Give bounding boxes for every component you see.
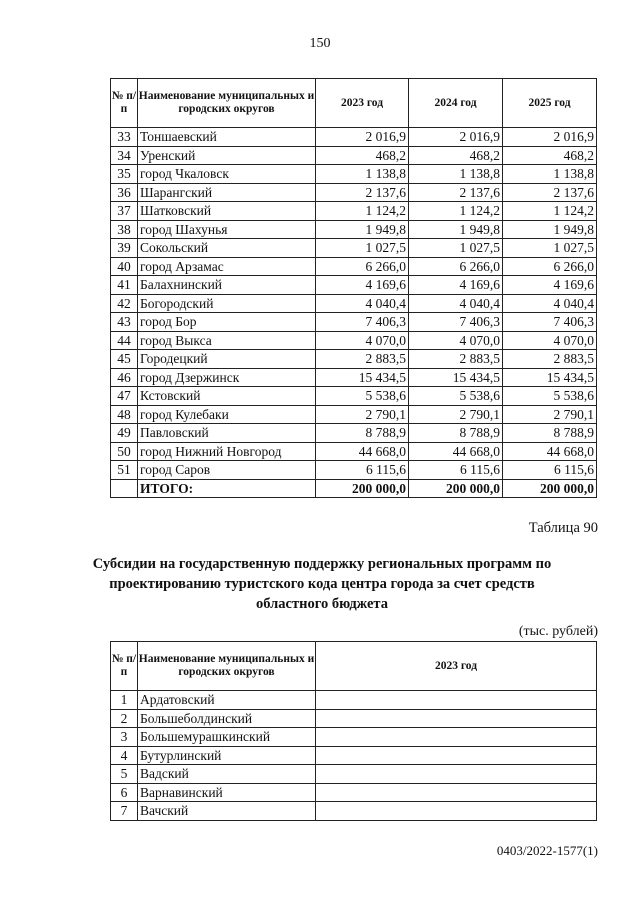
value-2024: 468,2 bbox=[409, 146, 503, 165]
value-2023: 2 016,9 bbox=[316, 128, 409, 147]
row-number: 48 bbox=[111, 405, 138, 424]
value-2024: 2 016,9 bbox=[409, 128, 503, 147]
value-2023: 1 124,2 bbox=[316, 202, 409, 221]
value-2024: 44 668,0 bbox=[409, 442, 503, 461]
row-number: 42 bbox=[111, 294, 138, 313]
value-2024: 1 027,5 bbox=[409, 239, 503, 258]
table-row bbox=[111, 405, 597, 424]
row-number: 6 bbox=[111, 783, 138, 802]
municipality-name: Богородский bbox=[138, 294, 316, 313]
value-2023 bbox=[316, 746, 597, 765]
header-2023: 2023 год bbox=[316, 79, 409, 128]
table-label: Таблица 90 bbox=[528, 520, 598, 536]
table-row bbox=[111, 294, 597, 313]
municipality-name: город Нижний Новгород bbox=[138, 442, 316, 461]
row-number: 3 bbox=[111, 728, 138, 747]
table-row bbox=[111, 220, 597, 239]
value-2025: 2 883,5 bbox=[503, 350, 597, 369]
municipality-name: город Бор bbox=[138, 313, 316, 332]
value-2025: 4 169,6 bbox=[503, 276, 597, 295]
row-number: 35 bbox=[111, 165, 138, 184]
document-code: 0403/2022-1577(1) bbox=[496, 843, 598, 858]
row-number: 39 bbox=[111, 239, 138, 258]
municipality-name: город Шахунья bbox=[138, 220, 316, 239]
value-2023 bbox=[316, 802, 597, 821]
table-row bbox=[111, 442, 597, 461]
value-2023: 1 949,8 bbox=[316, 220, 409, 239]
value-2023 bbox=[316, 765, 597, 784]
municipality-name: Сокольский bbox=[138, 239, 316, 258]
row-number: 37 bbox=[111, 202, 138, 221]
value-2025: 7 406,3 bbox=[503, 313, 597, 332]
total-2023: 200 000,0 bbox=[316, 479, 409, 498]
value-2024: 8 788,9 bbox=[409, 424, 503, 443]
page-number: 150 bbox=[309, 36, 331, 51]
table-row bbox=[111, 239, 597, 258]
table-row bbox=[111, 165, 597, 184]
table-row bbox=[111, 746, 597, 765]
value-2025: 8 788,9 bbox=[503, 424, 597, 443]
value-2023: 6 266,0 bbox=[316, 257, 409, 276]
value-2024: 1 138,8 bbox=[409, 165, 503, 184]
value-2024: 1 949,8 bbox=[409, 220, 503, 239]
row-number: 40 bbox=[111, 257, 138, 276]
value-2024: 4 040,4 bbox=[409, 294, 503, 313]
value-2025: 2 790,1 bbox=[503, 405, 597, 424]
value-2024: 7 406,3 bbox=[409, 313, 503, 332]
row-number: 46 bbox=[111, 368, 138, 387]
value-2025: 468,2 bbox=[503, 146, 597, 165]
value-2025: 2 016,9 bbox=[503, 128, 597, 147]
value-2025: 15 434,5 bbox=[503, 368, 597, 387]
value-2024: 2 137,6 bbox=[409, 183, 503, 202]
value-2025: 2 137,6 bbox=[503, 183, 597, 202]
municipality-name: Павловский bbox=[138, 424, 316, 443]
municipality-name: Городецкий bbox=[138, 350, 316, 369]
row-number: 34 bbox=[111, 146, 138, 165]
table-body bbox=[111, 128, 597, 498]
units-label: (тыс. рублей) bbox=[518, 624, 598, 639]
value-2024: 5 538,6 bbox=[409, 387, 503, 406]
row-number: 43 bbox=[111, 313, 138, 332]
row-number: 45 bbox=[111, 350, 138, 369]
table-row bbox=[111, 257, 597, 276]
municipality-name: Балахнинский bbox=[138, 276, 316, 295]
table-row bbox=[111, 276, 597, 295]
table-header-row bbox=[111, 79, 597, 128]
table-row bbox=[111, 728, 597, 747]
header-2025: 2025 год bbox=[503, 79, 597, 128]
municipality-name: Большеболдинский bbox=[138, 709, 316, 728]
table-row bbox=[111, 368, 597, 387]
municipality-name: Вачский bbox=[138, 802, 316, 821]
value-2023: 6 115,6 bbox=[316, 461, 409, 480]
value-2023 bbox=[316, 709, 597, 728]
row-number: 51 bbox=[111, 461, 138, 480]
municipality-name: город Чкаловск bbox=[138, 165, 316, 184]
value-2023: 15 434,5 bbox=[316, 368, 409, 387]
value-2024: 15 434,5 bbox=[409, 368, 503, 387]
table-row bbox=[111, 461, 597, 480]
table-row bbox=[111, 765, 597, 784]
table-row bbox=[111, 709, 597, 728]
value-2023: 5 538,6 bbox=[316, 387, 409, 406]
municipality-name: город Арзамас bbox=[138, 257, 316, 276]
row-number: 44 bbox=[111, 331, 138, 350]
table-row bbox=[111, 424, 597, 443]
value-2023 bbox=[316, 728, 597, 747]
total-empty bbox=[111, 479, 138, 498]
municipality-name: город Дзержинск bbox=[138, 368, 316, 387]
value-2025: 6 115,6 bbox=[503, 461, 597, 480]
row-number: 5 bbox=[111, 765, 138, 784]
value-2024: 2 883,5 bbox=[409, 350, 503, 369]
total-2025: 200 000,0 bbox=[503, 479, 597, 498]
row-number: 36 bbox=[111, 183, 138, 202]
value-2025: 1 124,2 bbox=[503, 202, 597, 221]
row-number: 7 bbox=[111, 802, 138, 821]
row-number: 4 bbox=[111, 746, 138, 765]
value-2023: 2 790,1 bbox=[316, 405, 409, 424]
header-num: № п/п bbox=[111, 642, 138, 691]
header-name: Наименование муниципальных и городских округов bbox=[138, 79, 316, 128]
row-number: 38 bbox=[111, 220, 138, 239]
row-number: 2 bbox=[111, 709, 138, 728]
header-name: Наименование муниципальных и городских округов bbox=[138, 642, 316, 691]
value-2024: 6 266,0 bbox=[409, 257, 503, 276]
value-2023: 4 169,6 bbox=[316, 276, 409, 295]
municipality-name: Уренский bbox=[138, 146, 316, 165]
value-2023: 2 137,6 bbox=[316, 183, 409, 202]
value-2025: 1 027,5 bbox=[503, 239, 597, 258]
value-2025: 44 668,0 bbox=[503, 442, 597, 461]
tourist-code-subsidy-table bbox=[110, 641, 597, 821]
row-number: 33 bbox=[111, 128, 138, 147]
municipality-name: город Кулебаки bbox=[138, 405, 316, 424]
table-header-row bbox=[111, 642, 597, 691]
municipality-name: Шатковский bbox=[138, 202, 316, 221]
row-number: 47 bbox=[111, 387, 138, 406]
municipality-name: Вадский bbox=[138, 765, 316, 784]
municipality-name: Большемурашкинский bbox=[138, 728, 316, 747]
value-2023 bbox=[316, 691, 597, 710]
value-2024: 4 169,6 bbox=[409, 276, 503, 295]
value-2023: 8 788,9 bbox=[316, 424, 409, 443]
value-2023: 7 406,3 bbox=[316, 313, 409, 332]
table-row bbox=[111, 387, 597, 406]
value-2025: 5 538,6 bbox=[503, 387, 597, 406]
municipality-name: Шарангский bbox=[138, 183, 316, 202]
municipality-name: Бутурлинский bbox=[138, 746, 316, 765]
row-number: 50 bbox=[111, 442, 138, 461]
value-2023: 1 138,8 bbox=[316, 165, 409, 184]
total-row bbox=[111, 479, 597, 498]
header-2024: 2024 год bbox=[409, 79, 503, 128]
row-number: 1 bbox=[111, 691, 138, 710]
value-2024: 2 790,1 bbox=[409, 405, 503, 424]
table-body bbox=[111, 691, 597, 821]
subsidy-table-continued bbox=[110, 78, 597, 498]
value-2024: 6 115,6 bbox=[409, 461, 503, 480]
municipality-name: город Саров bbox=[138, 461, 316, 480]
value-2025: 4 070,0 bbox=[503, 331, 597, 350]
table-row bbox=[111, 146, 597, 165]
municipality-name: Варнавинский bbox=[138, 783, 316, 802]
row-number: 49 bbox=[111, 424, 138, 443]
municipality-name: Тоншаевский bbox=[138, 128, 316, 147]
table-row bbox=[111, 691, 597, 710]
total-label: ИТОГО: bbox=[138, 479, 316, 498]
value-2024: 1 124,2 bbox=[409, 202, 503, 221]
value-2023: 44 668,0 bbox=[316, 442, 409, 461]
table-row bbox=[111, 313, 597, 332]
table-title: Субсидии на государственную поддержку региональных программ по проектированию туристского кода центра города за счет средств областного бюджета bbox=[92, 556, 552, 612]
value-2025: 1 949,8 bbox=[503, 220, 597, 239]
value-2025: 6 266,0 bbox=[503, 257, 597, 276]
value-2023: 2 883,5 bbox=[316, 350, 409, 369]
municipality-name: Кстовский bbox=[138, 387, 316, 406]
table-row bbox=[111, 783, 597, 802]
value-2025: 4 040,4 bbox=[503, 294, 597, 313]
header-num: № п/п bbox=[111, 79, 138, 128]
table-row bbox=[111, 350, 597, 369]
total-2024: 200 000,0 bbox=[409, 479, 503, 498]
value-2023: 4 040,4 bbox=[316, 294, 409, 313]
header-2023: 2023 год bbox=[316, 642, 597, 691]
value-2025: 1 138,8 bbox=[503, 165, 597, 184]
table-row bbox=[111, 802, 597, 821]
value-2023: 468,2 bbox=[316, 146, 409, 165]
table-row bbox=[111, 128, 597, 147]
table-row bbox=[111, 331, 597, 350]
municipality-name: Ардатовский bbox=[138, 691, 316, 710]
value-2023: 4 070,0 bbox=[316, 331, 409, 350]
table-row bbox=[111, 183, 597, 202]
value-2024: 4 070,0 bbox=[409, 331, 503, 350]
table-row bbox=[111, 202, 597, 221]
row-number: 41 bbox=[111, 276, 138, 295]
value-2023: 1 027,5 bbox=[316, 239, 409, 258]
value-2023 bbox=[316, 783, 597, 802]
municipality-name: город Выкса bbox=[138, 331, 316, 350]
